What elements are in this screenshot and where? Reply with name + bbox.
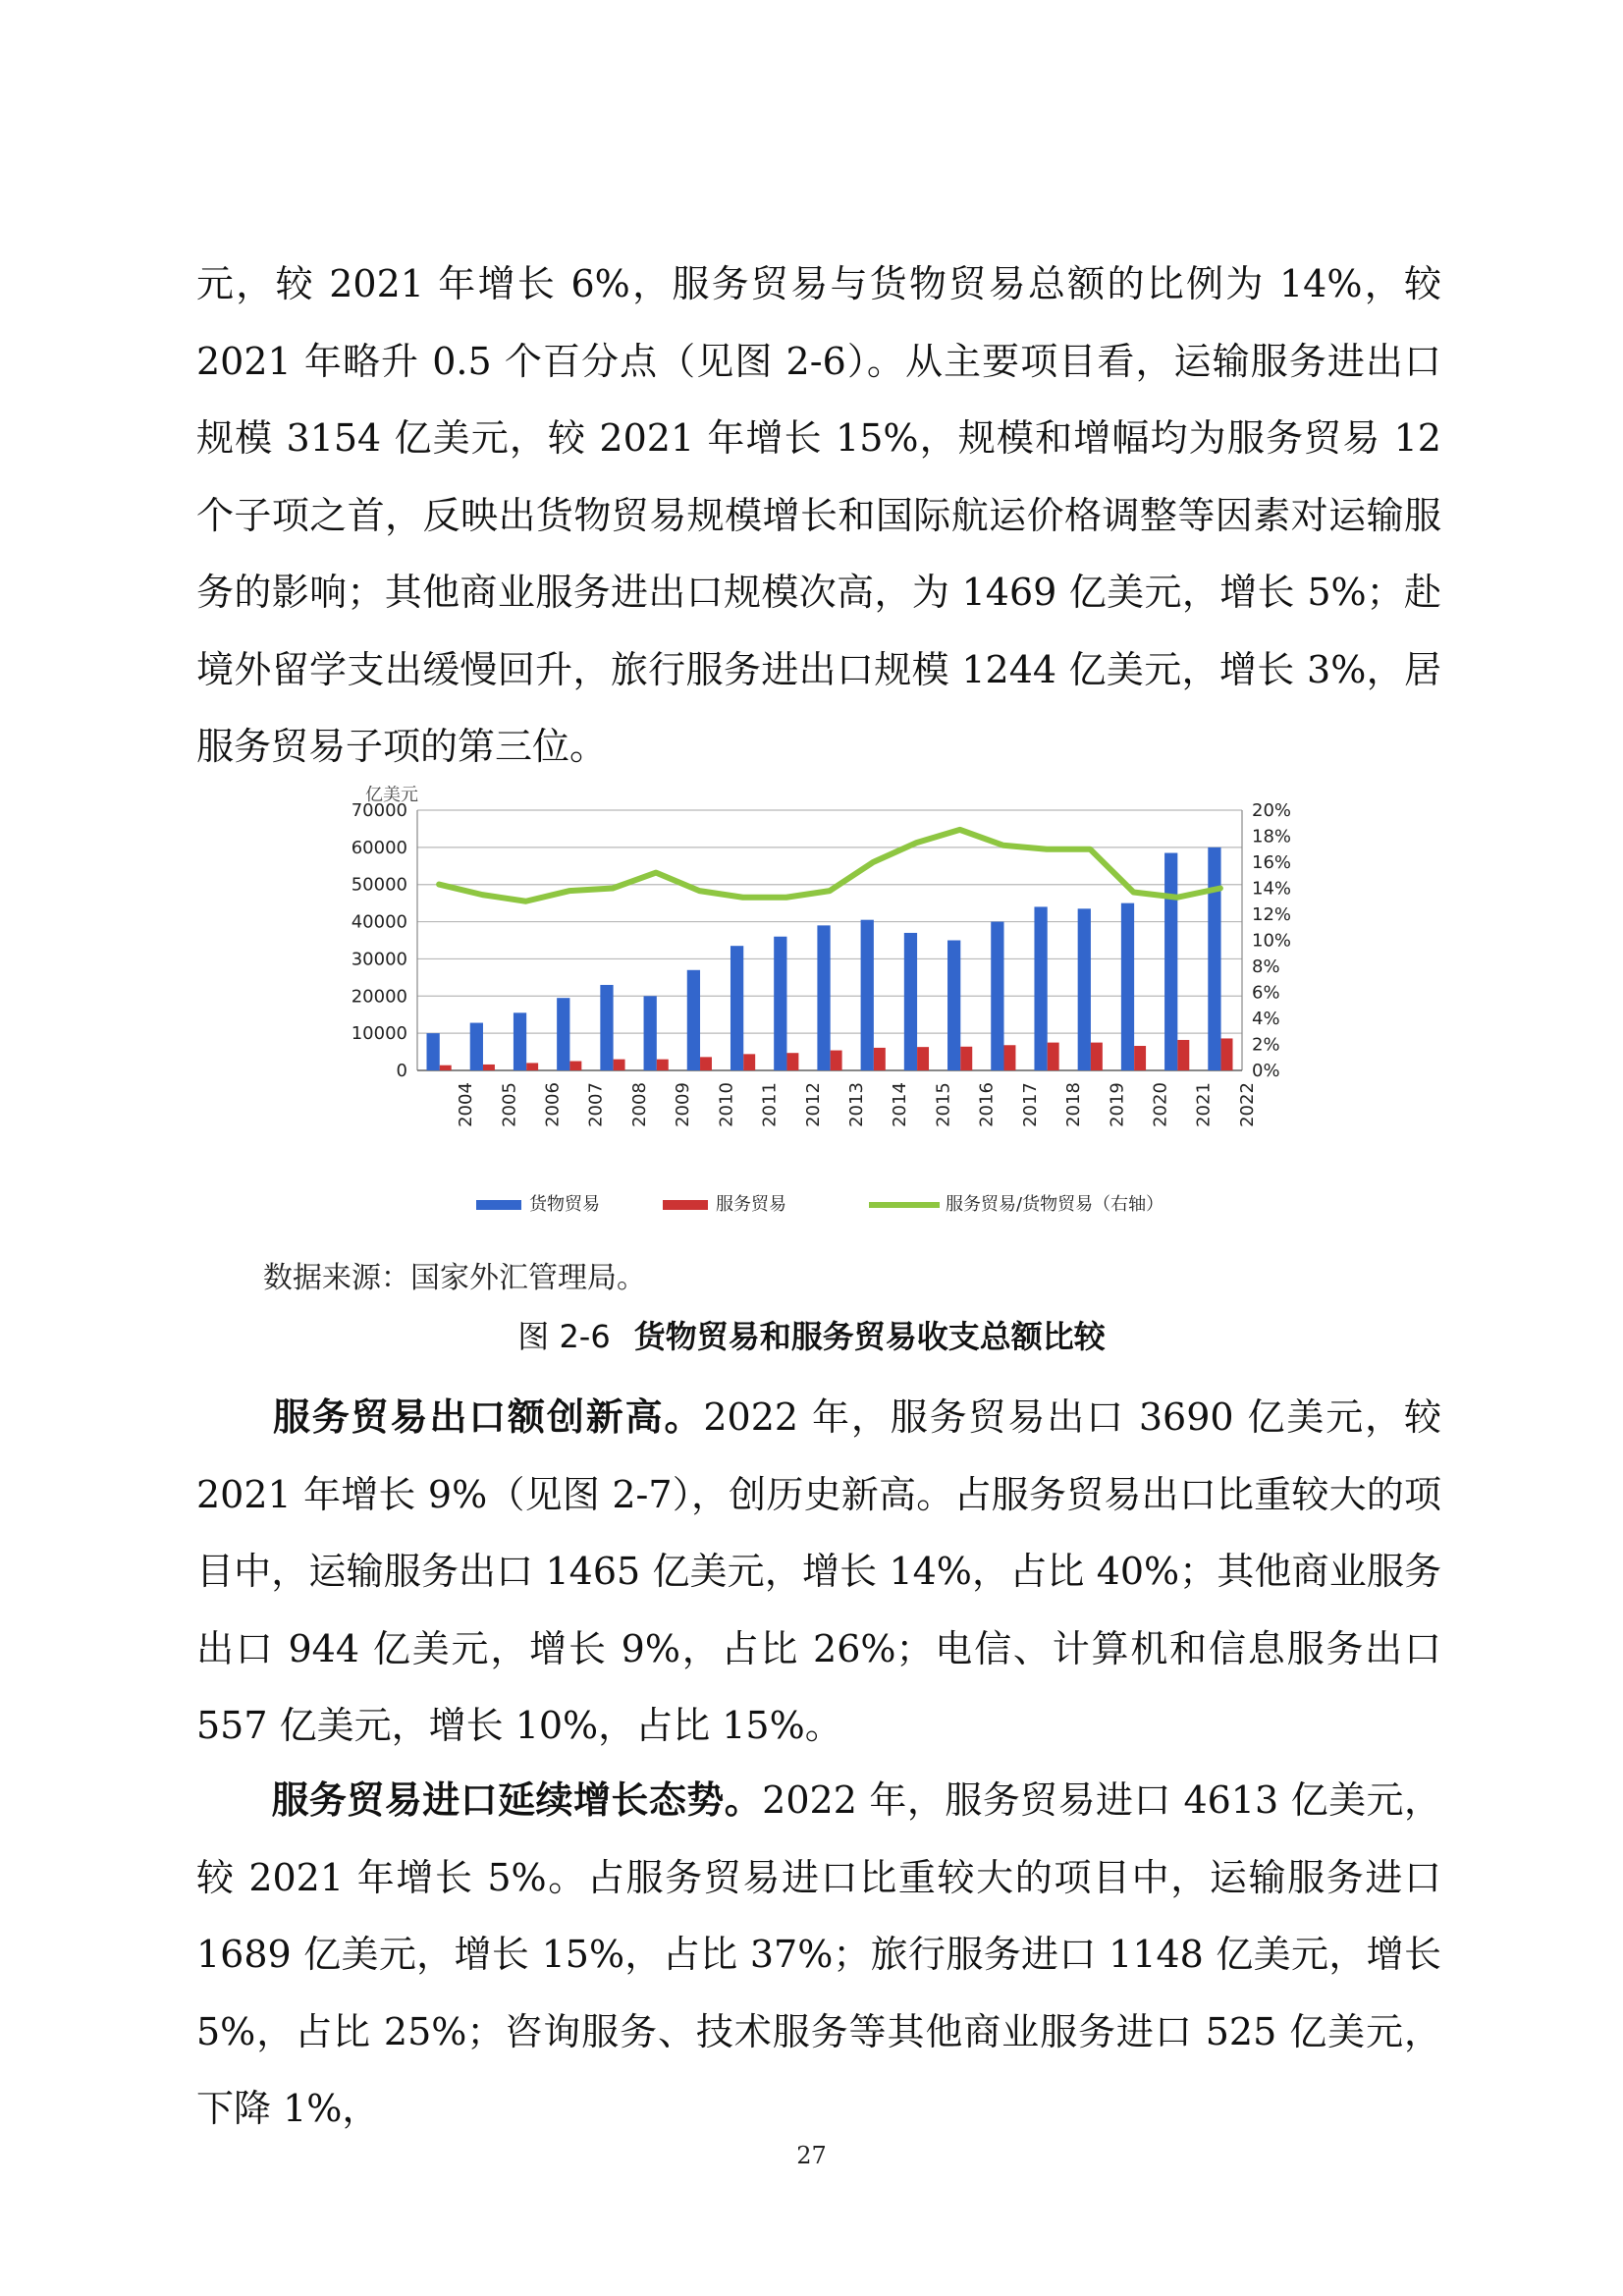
x-tick-label: 2005 <box>499 1082 520 1127</box>
legend-goods-swatch <box>476 1200 521 1210</box>
services-trade-bar <box>657 1060 669 1070</box>
x-tick-label: 2013 <box>846 1082 867 1127</box>
y-right-tick-label: 14% <box>1252 878 1292 900</box>
services-trade-bar <box>960 1047 972 1070</box>
figure-title: 货物贸易和服务贸易收支总额比较 <box>633 1318 1106 1355</box>
y-left-tick-label: 40000 <box>351 911 407 933</box>
goods-trade-bar <box>470 1023 483 1070</box>
goods-trade-bar <box>774 937 786 1070</box>
chart-background <box>324 786 1306 1237</box>
services-trade-bar <box>526 1063 538 1070</box>
goods-trade-bar <box>947 941 960 1071</box>
services-trade-bar <box>1177 1040 1189 1070</box>
y-left-tick-label: 50000 <box>351 874 407 896</box>
x-tick-label: 2020 <box>1150 1082 1171 1127</box>
y-right-tick-label: 10% <box>1252 930 1292 952</box>
x-tick-label: 2009 <box>673 1082 694 1127</box>
goods-trade-bar <box>730 946 743 1070</box>
x-tick-label: 2022 <box>1236 1082 1258 1127</box>
services-trade-bar <box>917 1047 929 1070</box>
goods-trade-bar <box>557 998 569 1070</box>
x-tick-label: 2011 <box>759 1082 781 1127</box>
goods-trade-bar <box>991 922 1003 1070</box>
goods-trade-bar <box>644 996 657 1070</box>
page-number: 27 <box>796 2142 827 2169</box>
services-trade-bar <box>1091 1043 1103 1070</box>
legend-services-swatch <box>663 1200 708 1210</box>
services-trade-bar <box>831 1051 842 1070</box>
paragraph-2-lead: 服务贸易出口额创新高。 <box>271 1394 704 1439</box>
paragraph-2-text: 2022 年，服务贸易出口 3690 亿美元，较 2021 年增长 9%（见图 2-7），创历史新高。占服务贸易出口比重较大的项目中，运输服务出口 1465 亿美元，增长 14%，占比 40%；其他商业服务出口 944 亿美元，增长 9%，占比 26%；电信、计算机和信息服务出口 557 亿美元，增长 10%，占比 15%。 <box>196 1395 1441 1747</box>
x-tick-label: 2015 <box>933 1082 954 1127</box>
services-trade-bar <box>700 1057 712 1070</box>
x-tick-label: 2018 <box>1063 1082 1085 1127</box>
y-right-tick-label: 6% <box>1252 982 1280 1004</box>
y-right-tick-label: 2% <box>1252 1034 1280 1056</box>
x-tick-label: 2006 <box>542 1082 564 1127</box>
paragraph-3-text: 2022 年，服务贸易进口 4613 亿美元，较 2021 年增长 5%。占服务贸易进口比重较大的项目中，运输服务进口 1689 亿美元，增长 15%，占比 37%；旅行服务进口 1148 亿美元，增长 5%，占比 25%；咨询服务、技术服务等其他商业服务进口 525 亿美元，下降 1%， <box>196 1778 1441 2130</box>
y-right-tick-label: 4% <box>1252 1009 1280 1029</box>
paragraph-2 <box>196 1379 1441 1765</box>
x-tick-label: 2008 <box>628 1082 650 1127</box>
y-axis-label: 亿美元 <box>365 786 418 805</box>
trade-comparison-chart <box>324 786 1306 1237</box>
y-right-tick-label: 18% <box>1252 826 1292 847</box>
source-note: 数据来源：国家外汇管理局。 <box>263 1261 646 1295</box>
x-tick-label: 2017 <box>1019 1082 1041 1127</box>
services-trade-bar <box>1134 1046 1146 1070</box>
services-trade-bar <box>569 1062 581 1070</box>
services-trade-bar <box>786 1053 798 1070</box>
legend-label: 服务贸易 <box>716 1194 786 1215</box>
goods-trade-bar <box>817 925 830 1070</box>
x-tick-label: 2016 <box>976 1082 998 1127</box>
services-trade-bar <box>483 1065 495 1070</box>
paragraph-1: 元，较 2021 年增长 6%，服务贸易与货物贸易总额的比例为 14%，较 2021 年略升 0.5 个百分点（见图 2-6）。从主要项目看，运输服务进出口规模 3154 亿美元，较 2021 年增长 15%，规模和增幅均为服务贸易 12 个子项之首，反映出货物贸易规模增长和国际航运价格调整等因素对运输服务的影响；其他商业服务进出口规模次高，为 1469 亿美元，增长 5%；赴境外留学支出缓慢回升，旅行服务进出口规模 1244 亿美元，增长 3%，居服务贸易子项的第三位。 <box>196 262 1441 768</box>
x-tick-label: 2014 <box>890 1082 911 1127</box>
services-trade-bar <box>614 1060 625 1070</box>
legend-label: 服务贸易/货物贸易（右轴） <box>946 1194 1164 1215</box>
x-tick-label: 2012 <box>802 1082 824 1127</box>
y-right-tick-label: 16% <box>1252 852 1292 873</box>
y-right-tick-label: 12% <box>1252 904 1292 925</box>
services-trade-bar <box>1221 1038 1233 1070</box>
x-tick-label: 2007 <box>585 1082 607 1127</box>
goods-trade-bar <box>1078 908 1091 1070</box>
figure-caption <box>0 1316 1623 1357</box>
goods-trade-bar <box>1208 847 1220 1070</box>
y-left-tick-label: 30000 <box>351 949 407 970</box>
y-left-tick-label: 20000 <box>351 986 407 1008</box>
services-trade-bar <box>874 1048 886 1070</box>
goods-trade-bar <box>861 920 874 1070</box>
goods-trade-bar <box>1164 853 1177 1070</box>
y-right-tick-label: 0% <box>1252 1061 1280 1081</box>
y-left-tick-label: 60000 <box>351 837 407 858</box>
goods-trade-bar <box>1121 903 1134 1070</box>
goods-trade-bar <box>904 933 917 1070</box>
x-tick-label: 2010 <box>716 1082 737 1127</box>
goods-trade-bar <box>600 985 613 1070</box>
y-right-tick-label: 8% <box>1252 957 1280 977</box>
goods-trade-bar <box>427 1033 440 1070</box>
services-trade-bar <box>743 1054 755 1070</box>
x-tick-label: 2021 <box>1193 1082 1215 1127</box>
figure-number: 图 2-6 <box>517 1318 611 1355</box>
x-tick-label: 2019 <box>1107 1082 1128 1127</box>
x-tick-label: 2004 <box>456 1082 477 1127</box>
paragraph-3 <box>196 1762 1441 2148</box>
paragraph-3-lead: 服务贸易进口延续增长态势。 <box>271 1777 763 1822</box>
services-trade-bar <box>1004 1045 1016 1070</box>
goods-trade-bar <box>514 1012 526 1070</box>
services-trade-bar <box>440 1066 452 1070</box>
goods-trade-bar <box>687 970 700 1070</box>
y-left-tick-label: 10000 <box>351 1023 407 1045</box>
y-right-tick-label: 20% <box>1252 800 1292 821</box>
services-trade-bar <box>1048 1043 1059 1070</box>
goods-trade-bar <box>1034 906 1047 1070</box>
y-left-tick-label: 0 <box>396 1061 407 1081</box>
y-left-tick-label: 70000 <box>351 800 407 821</box>
legend-label: 货物贸易 <box>529 1194 600 1215</box>
